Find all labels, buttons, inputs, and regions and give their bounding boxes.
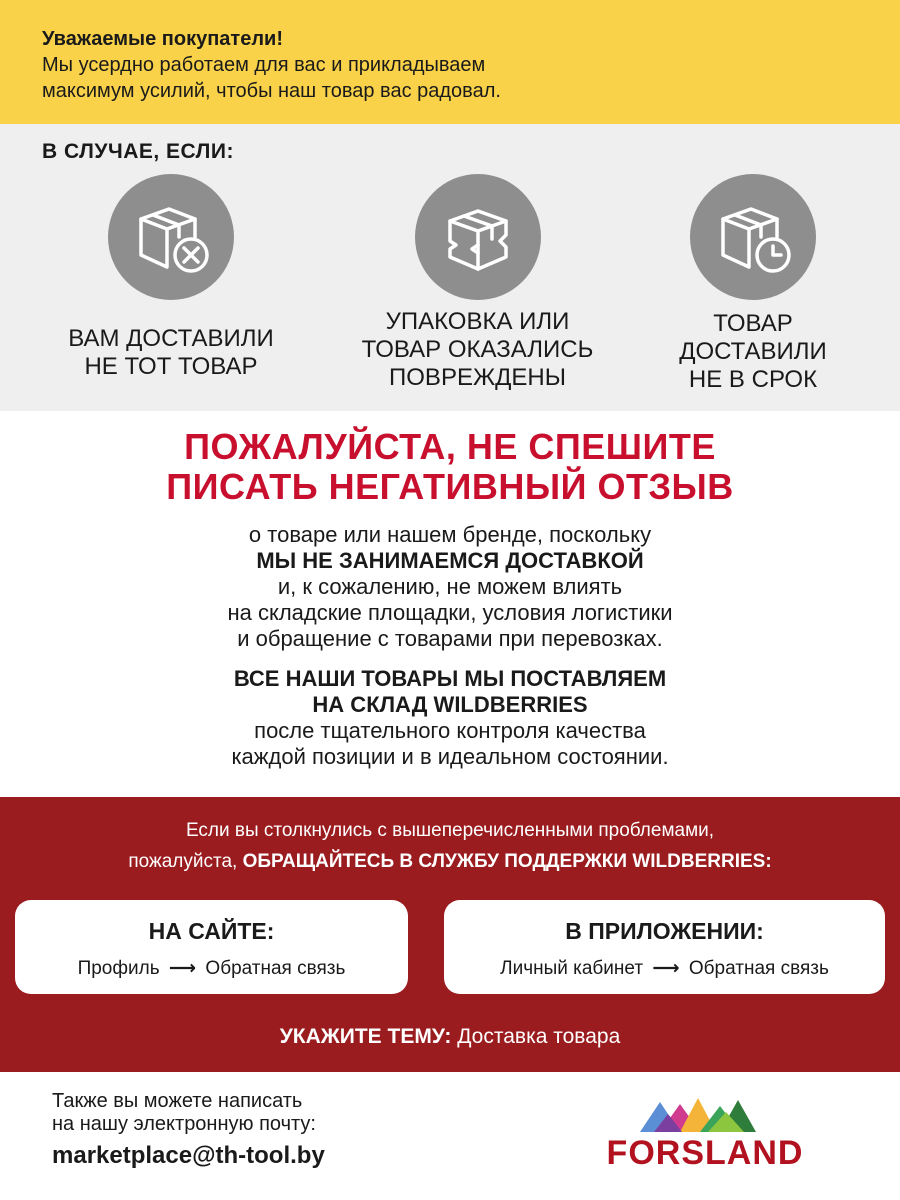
arrow-right-icon: ⟶ — [652, 958, 680, 979]
footer-hint — [52, 1090, 316, 1136]
cases-title: В СЛУЧАЕ, ЕСЛИ: — [42, 140, 235, 163]
headline — [0, 427, 900, 507]
topic-label: УКАЖИТЕ ТЕМУ: — [279, 1025, 452, 1048]
case-label-line: ТОВАР — [713, 310, 793, 337]
footer-hint-line: Также вы можете написать — [52, 1090, 303, 1112]
paragraph-bold: ВСЕ НАШИ ТОВАРЫ МЫ ПОСТАВЛЯЕМ — [233, 666, 667, 691]
case-label-line: УПАКОВКА ИЛИ — [385, 308, 570, 335]
path-to: Обратная связь — [205, 958, 346, 979]
app-card — [444, 900, 885, 994]
topic-line — [0, 1025, 900, 1049]
case-label-line: ВАМ ДОСТАВИЛИ — [68, 325, 274, 352]
app-card-title: В ПРИЛОЖЕНИИ: — [565, 918, 764, 944]
paragraph-line: о товаре или нашем бренде, поскольку — [248, 522, 652, 547]
paragraph-line: каждой позиции и в идеальном состоянии. — [231, 744, 669, 769]
box-clock-icon — [690, 174, 816, 300]
top-banner — [0, 0, 900, 124]
case-label-line: ДОСТАВИЛИ — [679, 338, 827, 365]
greeting: Уважаемые покупатели! — [42, 28, 284, 50]
case-damaged — [330, 174, 625, 392]
arrow-right-icon: ⟶ — [168, 958, 197, 979]
headline-line: ПОЖАЛУЙСТА, НЕ СПЕШИТЕ — [184, 426, 716, 467]
footer — [0, 1072, 900, 1200]
damaged-box-icon — [415, 174, 541, 300]
paragraph-bold: НА СКЛАД WILDBERRIES — [312, 692, 588, 717]
paragraph-quality — [0, 666, 900, 770]
path-from: Личный кабинет — [500, 958, 644, 979]
paragraph-line: после тщательного контроля качества — [254, 718, 646, 743]
case-late — [640, 174, 866, 394]
brand-logo: FORSLAND — [606, 1134, 804, 1172]
box-x-icon — [108, 174, 234, 300]
support-line: Если вы столкнулись с вышеперечисленными проблемами, — [185, 820, 715, 841]
topic-value: Доставка товара — [457, 1025, 621, 1048]
paragraph-delivery — [0, 522, 900, 652]
email-link[interactable]: marketplace@th-tool.by — [52, 1142, 325, 1169]
paragraph-bold: МЫ НЕ ЗАНИМАЕМСЯ ДОСТАВКОЙ — [256, 548, 644, 573]
site-card-path — [15, 957, 408, 980]
app-card-path — [444, 957, 885, 980]
case-label-line: ПОВРЕЖДЕНЫ — [389, 364, 566, 391]
paragraph-line: на складские площадки, условия логистики — [227, 600, 673, 625]
support-section — [0, 797, 900, 1072]
case-label-line: ТОВАР ОКАЗАЛИСЬ — [361, 336, 594, 363]
case-label-line: НЕ ТОТ ТОВАР — [84, 353, 258, 380]
path-from: Профиль — [77, 958, 160, 979]
footer-hint-line: на нашу электронную почту: — [52, 1113, 316, 1135]
cases-section — [0, 124, 900, 411]
path-to: Обратная связь — [688, 958, 829, 979]
banner-line: максимум усилий, чтобы наш товар вас радовал. — [42, 80, 501, 102]
case-label-line: НЕ В СРОК — [688, 366, 818, 393]
site-card-title: НА САЙТЕ: — [148, 918, 275, 944]
support-prefix: пожалуйста, — [128, 851, 238, 872]
paragraph-line: и обращение с товарами при перевозках. — [237, 626, 663, 651]
case-wrong-item — [40, 174, 302, 381]
headline-line: ПИСАТЬ НЕГАТИВНЫЙ ОТЗЫВ — [166, 466, 734, 507]
banner-line: Мы усердно работаем для вас и прикладываем — [42, 54, 486, 76]
paragraph-line: и, к сожалению, не можем влиять — [277, 574, 623, 599]
support-text — [0, 815, 900, 877]
site-card — [15, 900, 408, 994]
main-message — [0, 411, 900, 797]
support-bold: ОБРАЩАЙТЕСЬ В СЛУЖБУ ПОДДЕРЖКИ WILDBERRIES: — [242, 851, 772, 872]
